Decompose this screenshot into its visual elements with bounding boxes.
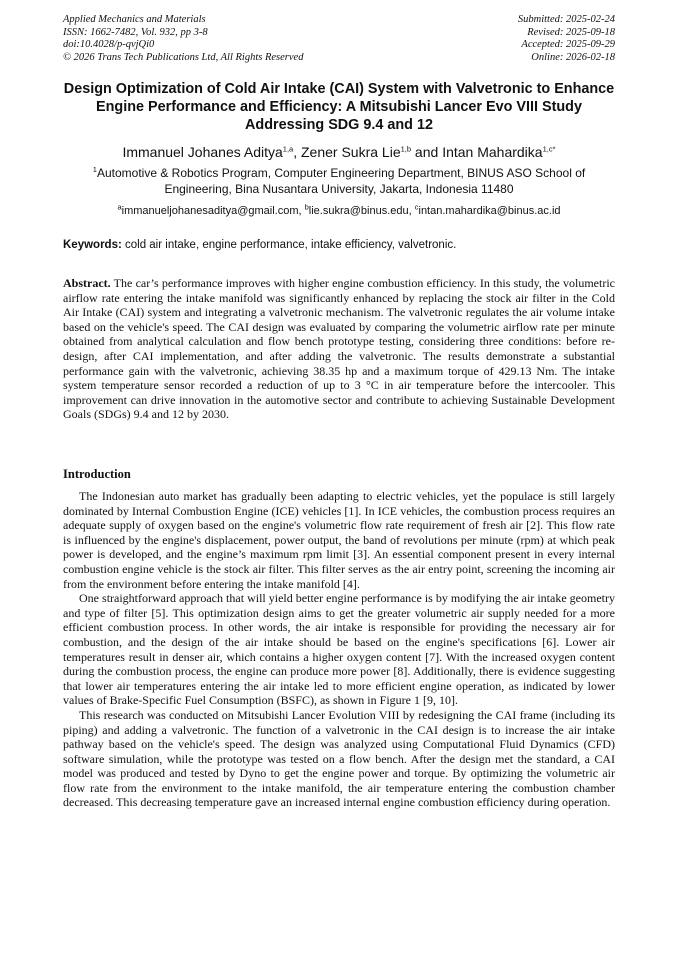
abstract — [63, 276, 615, 422]
affiliation — [70, 166, 608, 197]
author-list — [40, 143, 638, 161]
doi-link[interactable]: doi:10.4028/p-qvjQi0 — [63, 39, 155, 50]
copyright-notice: © 2026 Trans Tech Publications Ltd, All Rights Reserved — [63, 51, 304, 63]
online-date: Online: 2026-02-18 — [531, 51, 615, 63]
author-affiliation-marker: 1,b — [400, 144, 412, 154]
journal-metadata — [63, 14, 303, 64]
email-marker: b — [304, 202, 309, 212]
abstract-label: Abstract. — [63, 276, 111, 290]
paragraph: The Indonesian auto market has gradually been adapting to electric vehicles, yet the populace is still largely dominated by Internal Combustion Engine (ICE) vehicles [1]. In ICE vehicles, the combustion process requires an adequate supply of oxygen based on the engine's volumetric flow rate requirement of fresh air [2]. This flow rate is influenced by the engine's displacement, power output, the band of revolutions per minute (rpm) at which peak power is developed, and the engine’s maximum rpm limit [3]. An essential component present in every internal combustion engine vehicle is the stock air filter. This filter serves as the air entry point, screening the incoming air from the environment before entering the intake manifold [4]. — [63, 489, 615, 591]
paragraph: One straightforward approach that will yield better engine performance is by modifying the air intake geometry and type of filter [5]. This optimization design aims to get the greater volumetric air supply needed for a more efficient combustion process. In other words, the air intake is responsible for providing the necessary air for combustion, and the design of the air intake should be based on the engine's specifications [6]. Lower air temperatures result in denser air, which contains a higher oxygen content [7]. With the increased oxygen content during the combustion process, the engine can produce more power [8]. Additionally, there is evidence suggesting that lower air temperatures entering the air intake led to more efficient engine operation, as indicated by lower values of Brake-Specific Fuel Consumption (BSFC), as shown in Figure 1 [9, 10]. — [63, 591, 615, 708]
section-heading-introduction: Introduction — [63, 467, 131, 481]
publication-dates — [518, 14, 615, 64]
author-name: Intan Mahardika — [442, 144, 543, 160]
keywords — [63, 238, 615, 252]
keywords-text: cold air intake, engine performance, intake efficiency, valvetronic. — [121, 239, 457, 251]
email-address[interactable]: intan.mahardika@binus.ac.id — [418, 205, 561, 217]
affiliation-text: Automotive & Robotics Program, Computer Engineering Department, BINUS ASO School of Engineering, Bina Nusantara University, Jakarta, Indonesia 11480 — [96, 166, 586, 196]
author-affiliation-marker: 1,a — [282, 144, 294, 154]
email-marker: a — [117, 202, 122, 212]
author-separator: , — [293, 144, 301, 160]
email-list: $^a$immanueljohanesaditya@gmail.com, $^b$lie.sukra@binus.edu, $^c$intan.mahardika@binus.ac.id — [117, 202, 561, 217]
paragraph: This research was conducted on Mitsubishi Lancer Evolution VIII by redesigning the CAI frame (including its piping) and adding a valvetronic. The function of a valvetronic in the CAI design is to increase the air intake pathway based on the vehicle's speed. The design was analyzed using Computational Fluid Dynamics (CFD) software simulation, while the prototype was tested on a flow bench. After the design met the standard, a CAI model was produced and tested by Dyno to get the engine power and torque. By optimizing the volumetric air flow rate from the environment to the intake manifold, the air temperature entering the combustion chamber decreased. This decreasing temperature gave an increased internal engine combustion efficiency during operation. — [63, 707, 615, 810]
author-conjunction: and — [411, 144, 443, 160]
issn-volume: ISSN: 1662-7482, Vol. 932, pp 3-8 — [63, 26, 208, 38]
paper-title: Design Optimization of Cold Air Intake (CAI) System with Valvetronic to Enhance Engine Performance and Efficiency: A Mitsubishi Lancer Evo VIII Study Addressing SDG 9.4 and 12 — [63, 81, 615, 133]
abstract-text: The car’s performance improves with higher engine combustion efficiency. In this study, the volumetric airflow rate entering the intake manifold was significantly enhanced by replacing the stock air filter in the Cold Air Intake (CAI) system and integrating a valvetronic mechanism. The valvetronic regulates the air volume intake based on the vehicle's speed. The CAI design was evaluated by comparing the volumetric airflow rate per minute obtained from analytical calculation and flow bench prototype testing, considering three conditions: before re-design, after CAI implementation, and after adding the valvetronic. The results demonstrate a substantial performance gain with the valvetronic, achieving 38.35 hp and a maximum torque of 429.13 Nm. The intake system temperature sensor recorded a reduction of up to 3 °C in air temperature before the intercooler. This improvement can drive innovation in the automotive sector and contribute to achieving Sustainable Development Goals (SDGs) 9.4 and 12 by 2030. — [63, 276, 615, 422]
introduction-body — [63, 489, 615, 810]
email-address[interactable]: lie.sukra@binus.edu — [308, 205, 409, 217]
email-marker: c — [414, 202, 419, 212]
email-address[interactable]: immanueljohanesaditya@gmail.com — [121, 205, 299, 217]
author-affiliation-marker: 1,c* — [542, 144, 556, 154]
accepted-date: Accepted: 2025-09-29 — [521, 39, 615, 50]
revised-date: Revised: 2025-09-18 — [527, 26, 615, 38]
affiliation-marker: 1 — [92, 165, 97, 174]
keywords-label: Keywords: — [63, 239, 122, 251]
journal-name: Applied Mechanics and Materials — [63, 14, 206, 25]
author-name: Immanuel Johanes Aditya — [122, 144, 283, 160]
author-name: Zener Sukra Lie — [301, 144, 401, 160]
submitted-date: Submitted: 2025-02-24 — [517, 14, 615, 25]
